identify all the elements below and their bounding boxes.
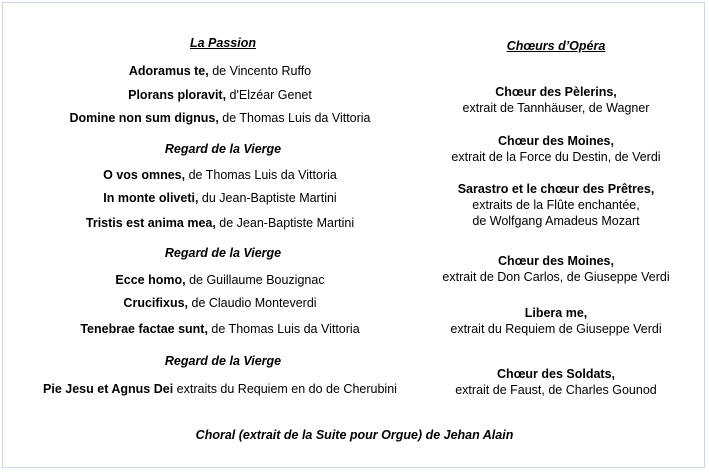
section-title-choeurs-opera: Chœurs d’Opéra (506, 39, 606, 53)
program-item: Adoramus te, de Vincento Ruffo (128, 64, 312, 78)
program-item: Crucifixus, de Claudio Monteverdi (123, 296, 317, 310)
program-item: Ecce homo, de Guillaume Bouzignac (115, 273, 325, 287)
opera-item-title: Chœur des Moines, (498, 134, 614, 148)
opera-item-detail: extraits de la Flûte enchantée, (472, 198, 640, 212)
footer-choral: Choral (extrait de la Suite pour Orgue) de Jehan Alain (195, 428, 514, 442)
program-item: Pie Jesu et Agnus Dei extraits du Requiem en do de Cherubini (43, 382, 397, 396)
section-title-la-passion: La Passion (190, 36, 256, 50)
subsection-heading: Regard de la Vierge (164, 142, 282, 156)
subsection-heading: Regard de la Vierge (164, 246, 282, 260)
opera-item-detail: extrait de Don Carlos, de Giuseppe Verdi (442, 270, 670, 284)
opera-item-detail: extrait de Faust, de Charles Gounod (455, 383, 657, 397)
opera-item-detail: extrait du Requiem de Giuseppe Verdi (450, 322, 662, 336)
opera-item-detail: extrait de la Force du Destin, de Verdi (451, 150, 661, 164)
program-item: In monte oliveti, du Jean-Baptiste Martini (103, 191, 337, 205)
subsection-heading: Regard de la Vierge (164, 354, 282, 368)
opera-item-title: Chœur des Soldats, (496, 367, 616, 381)
program-item: Tenebrae factae sunt, de Thomas Luis da Vittoria (80, 322, 360, 336)
opera-item-detail: extrait de Tannhäuser, de Wagner (462, 101, 650, 115)
program-item: Domine non sum dignus, de Thomas Luis da Vittoria (69, 111, 371, 125)
program-item: O vos omnes, de Thomas Luis da Vittoria (103, 168, 337, 182)
opera-item-title: Chœur des Moines, (498, 254, 614, 268)
program-item: Tristis est anima mea, de Jean-Baptiste Martini (85, 216, 355, 230)
opera-item-title: Libera me, (524, 306, 588, 320)
opera-item-detail: de Wolfgang Amadeus Mozart (472, 214, 640, 228)
opera-item-title: Sarastro et le chœur des Prêtres, (457, 182, 655, 196)
opera-item-title: Chœur des Pèlerins, (495, 85, 617, 99)
program-item: Plorans ploravit, d'Elzéar Genet (128, 88, 312, 102)
